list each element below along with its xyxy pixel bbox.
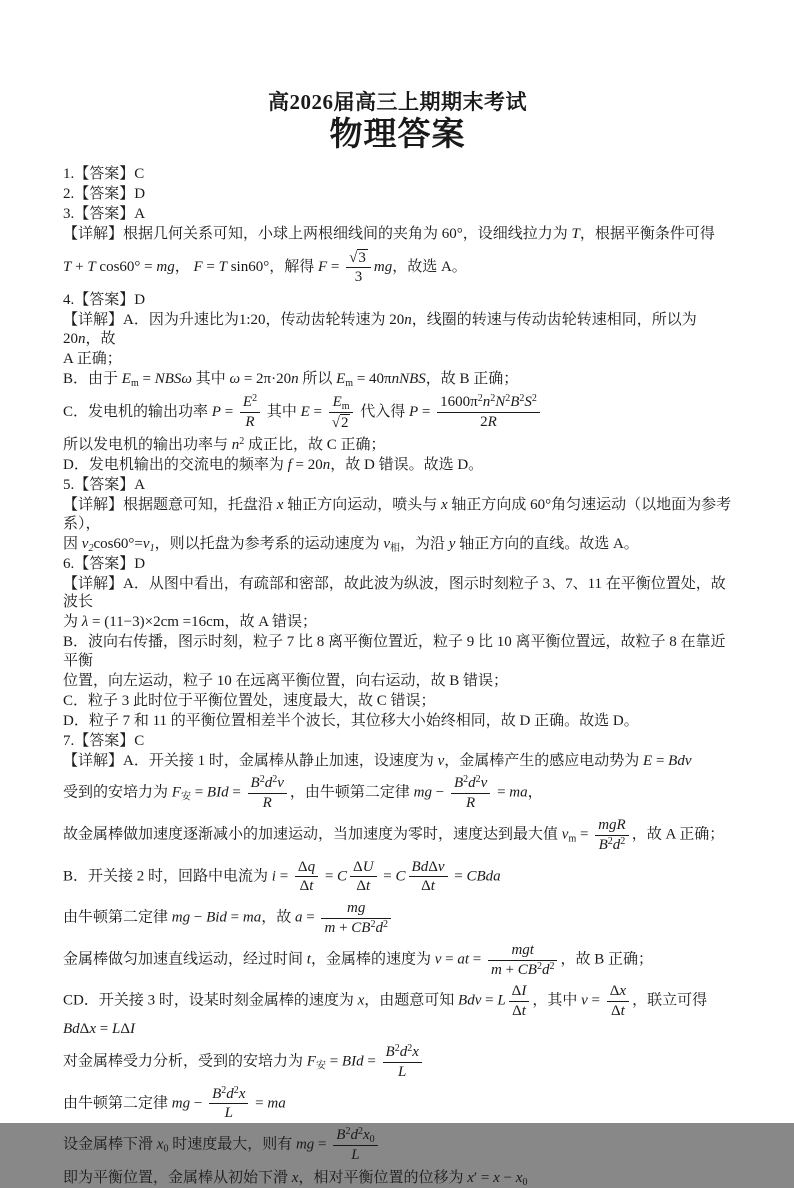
q7-explanation-a1: 【详解】A．开关接 1 时，金属棒从静止加速，设速度为 v，金属棒产生的感应电动势为 E = Bdv [63, 752, 692, 769]
q6-explanation-c: C．粒子 3 此时位于平衡位置处，速度最大，故 C 错误； [63, 692, 436, 709]
q6-explanation-a2: 为 λ = (11−3)×2cm =16cm，故 A 错误； [63, 614, 317, 631]
q6-explanation-b1: B．波向右传播，图示时刻，粒子 7 比 8 离平衡位置近，粒子 9 比 10 离平衡位置远，故粒子 8 在靠近平衡 [63, 634, 726, 670]
q6-explanation-a1: 【详解】A．从图中看出，有疏部和密部，故此波为纵波，图示时刻粒子 3、7、11 在平衡位置处，故波长 [63, 575, 726, 611]
answer-5: 5.【答案】A [63, 477, 146, 494]
q3-explanation: 【详解】根据几何关系可知，小球上两根细线间的夹角为 60°，设细线拉力为 T，根据平衡条件可得 [63, 225, 715, 242]
q4-explanation-d: D．发电机输出的交流电的频率为 f = 20n，故 D 错误。故选 D。 [63, 457, 484, 474]
q6-explanation-d: D．粒子 7 和 11 的平衡位置相差半个波长，其位移大小始终相同，故 D 正确。故选 D。 [63, 712, 639, 729]
answer-6: 6.【答案】D [63, 555, 146, 572]
q7-explanation-a2: 受到的安培力为 $F_安$ = BId = $\frac{B^2d^2v}{R}$ ，由牛顿第二定律 mg − $\frac{B^2d^2v}{R}$ = ma， [63, 774, 543, 812]
q7-explanation-cd5: 即为平衡位置，金属棒从初始下滑 x，相对平衡位置的位移为 $x' = x - x_0$ [63, 1169, 528, 1188]
answer-7: 7.【答案】C [63, 732, 145, 749]
q4-explanation-a2: A 正确； [63, 350, 122, 367]
q7-explanation-cd3: 由牛顿第二定律 mg − $\frac{B^2d^2x}{L}$ = ma [63, 1084, 286, 1122]
q7-explanation-cd1: CD．开关接 3 时，设某时刻金属棒的速度为 x，由题意可知 Bdv = L $\frac{\Delta I}{\Delta t}$ ，其中 v = $\frac{\Delta x}{\Delta t}$ ，联立可得 BdΔx = LΔI [63, 983, 708, 1038]
document-header [63, 90, 732, 155]
q7-explanation-cd4: 设金属棒下滑 $x_0$ 时速度最大，则有 mg = $\frac{B^2d^2x_0}{L}$ [63, 1127, 732, 1164]
q4-explanation-a: 【详解】A．因为升速比为1:20，传动齿轮转速为 20n，线圈的转速与传动齿轮转速相同，所以为 20n，故 [63, 312, 697, 348]
q4-explanation-b: B．由于 $E_m = NBS\omega$ 其中 ω = 2π·20n 所以 $E_m$ = 40πnNBS，故 B 正确； [63, 370, 519, 389]
q6-explanation-b2: 位置，向左运动，粒子 10 在远离平衡位置，向右运动，故 B 错误； [63, 673, 509, 690]
q3-formula: T + T cos60° = mg， F = T sin60°，解得 F = $\frac{√3}{3}$ mg，故选 A。 [63, 249, 467, 286]
q7-explanation-b1: B．开关接 2 时，回路中电流为 i = $\frac{\Delta q}{\Delta t}$ = C $\frac{\Delta U}{\Delta t}$ = C $\frac{\text{BdΔv}}{\Delta t}$ = CBda [63, 858, 501, 895]
q7-explanation-cd2: 对金属棒受力分析，受到的安培力为 $F_安$ = BId = $\frac{B^2d^2x}{L}$ [63, 1044, 732, 1081]
q5-explanation-2: 因 $v_2\cos 60^\circ=v_1$，则以托盘为参考系的运动速度为 $v_相$，为沿 y 轴正方向的直线。故选 A。 [63, 535, 639, 554]
answer-3: 3.【答案】A [63, 205, 146, 222]
answer-content [63, 165, 732, 1187]
answer-4: 4.【答案】D [63, 292, 146, 309]
exam-title: 高2026届高三上期期末考试 [268, 90, 527, 114]
q7-explanation-b2: 由牛顿第二定律 mg − Bid = ma，故 a = $\frac{mg}{m + CB^2d^2}$ [63, 900, 732, 937]
q4-explanation-c2: 所以发电机的输出功率与 $n^2$ 成正比，故 C 正确； [63, 436, 386, 454]
q7-explanation-b3: 金属棒做匀加速直线运动，经过时间 t，金属棒的速度为 v = at = $\frac{\text{mgt}}{m + CB^2d^2}$ ，故 B 正确； [63, 941, 653, 978]
subject-title: 物理答案 [329, 117, 466, 154]
answer-2: 2.【答案】D [63, 186, 146, 203]
q7-explanation-a3: 故金属棒做加速度逐渐减小的加速运动，当加速度为零时，速度达到最大值 $v_m$ = $\frac{\text{mgR}}{B^2d^2}$ ，故 A 正确； [63, 817, 725, 853]
q4-explanation-c: C．发电机的输出功率 P = $\frac{E^2}{R}$ 其中 E = $\frac{E_m}{√2}$ 代入得 P = $\frac{1600\pi^2n^2N^2B^2S^2}{2R}$ [63, 394, 732, 432]
answer-1: 1.【答案】C [63, 166, 145, 183]
q5-explanation-1: 【详解】根据题意可知，托盘沿 x 轴正方向运动，喷头与 x 轴正方向成 60°角匀速运动（以地面为参考系）， [63, 497, 732, 532]
